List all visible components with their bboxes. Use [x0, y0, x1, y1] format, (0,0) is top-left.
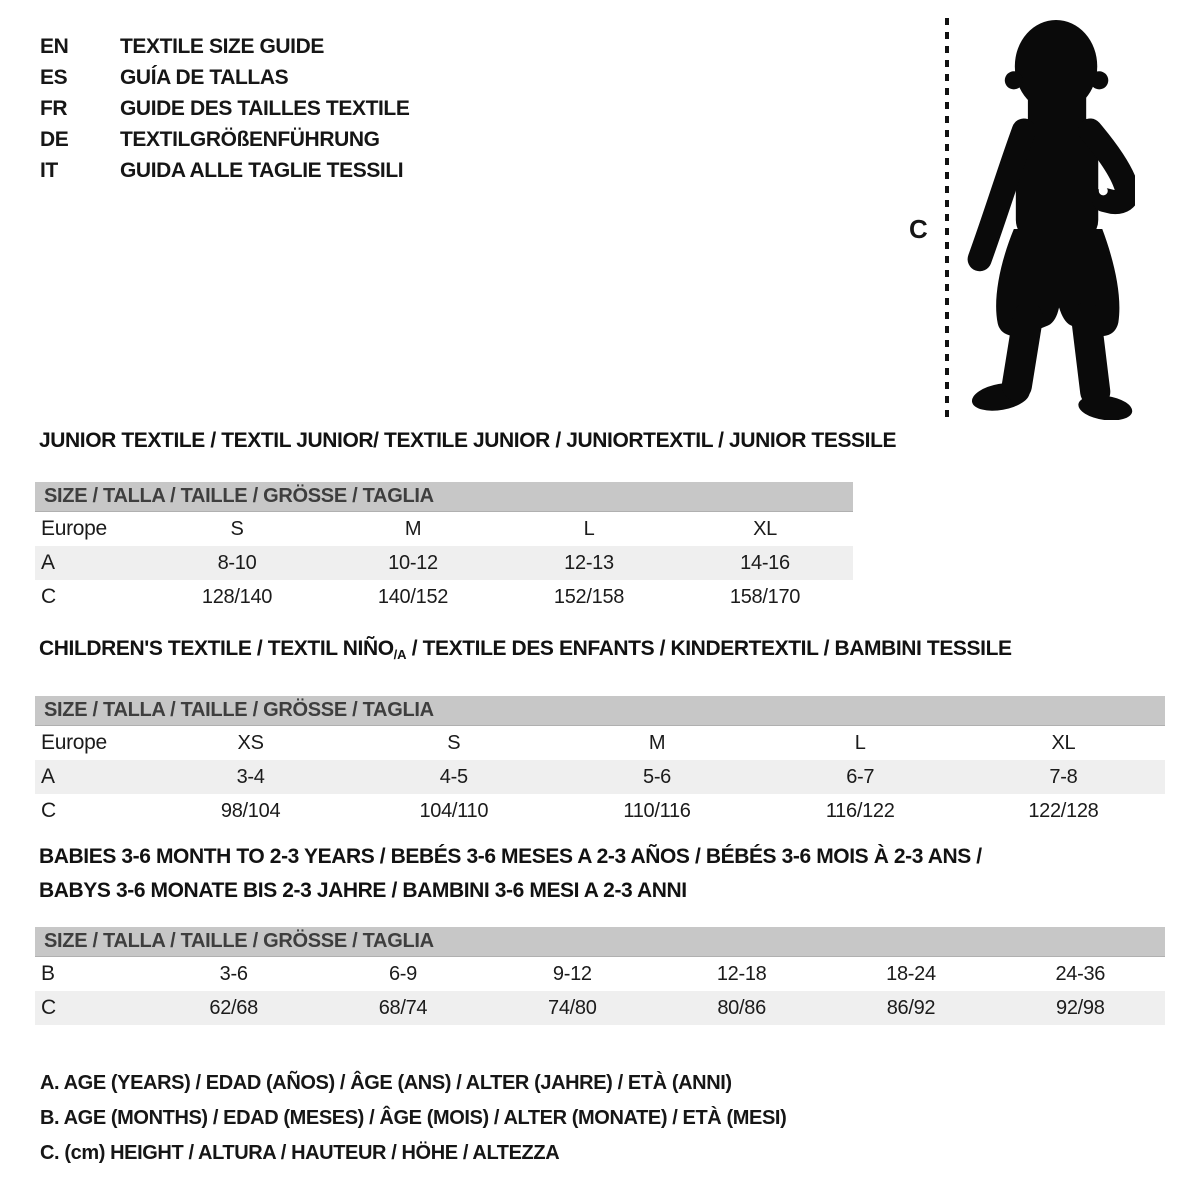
table-cell: XS — [237, 731, 264, 754]
table-row — [35, 726, 1165, 760]
language-code: DE — [40, 127, 69, 151]
guide-title-en: TEXTILE SIZE GUIDE — [120, 34, 324, 58]
language-row — [40, 93, 409, 124]
language-code: ES — [40, 65, 68, 89]
toddler-silhouette-icon — [963, 18, 1135, 420]
table-cell: M — [404, 517, 422, 540]
table-cell: 86/92 — [886, 996, 936, 1019]
section-babies-textile — [35, 840, 1165, 1025]
title-subscript: /A — [393, 647, 407, 662]
table-cell: XL — [753, 517, 777, 540]
row-label: B — [41, 962, 55, 985]
table-cell: 92/98 — [1056, 996, 1105, 1019]
title-part: CHILDREN'S TEXTILE / TEXTIL NIÑO — [39, 637, 394, 660]
height-measure-label: C — [909, 214, 928, 244]
babies-size-table — [35, 957, 1165, 1025]
table-cell: S — [447, 731, 461, 754]
table-cell: 68/74 — [378, 996, 428, 1019]
table-row — [35, 794, 1165, 828]
language-title-list — [40, 31, 409, 186]
table-cell: 74/80 — [548, 996, 597, 1019]
table-cell: 6-7 — [846, 765, 875, 788]
title-part: / TEXTILE DES ENFANTS / KINDERTEXTIL / BAMBINI TESSILE — [406, 637, 1012, 660]
table-cell: 122/128 — [1028, 799, 1099, 822]
guide-title-es: GUÍA DE TALLAS — [120, 65, 289, 89]
table-row — [35, 546, 853, 580]
guide-title-it: GUIDA ALLE TAGLIE TESSILI — [120, 158, 404, 182]
row-label: Europe — [41, 731, 107, 754]
table-cell: S — [230, 517, 244, 540]
table-row — [35, 512, 853, 546]
table-cell: 4-5 — [439, 765, 468, 788]
legend-line-b: B. AGE (MONTHS) / EDAD (MESES) / ÂGE (MOIS) / ALTER (MONATE) / ETÀ (MESI) — [40, 1107, 787, 1129]
table-cell: 18-24 — [886, 962, 936, 985]
table-cell: 110/116 — [623, 799, 691, 822]
guide-title-de: TEXTILGRÖßENFÜHRUNG — [120, 127, 380, 151]
table-row — [35, 957, 1165, 991]
table-row — [35, 760, 1165, 794]
size-header-label: SIZE / TALLA / TAILLE / GRÖSSE / TAGLIA — [44, 699, 434, 721]
row-label: Europe — [41, 517, 107, 540]
table-cell: 158/170 — [729, 585, 801, 608]
language-row — [40, 31, 409, 62]
height-measure-line — [943, 18, 951, 422]
size-header-bar — [35, 482, 853, 512]
table-row — [35, 580, 853, 614]
table-cell: 14-16 — [740, 551, 790, 574]
table-cell: L — [854, 731, 866, 754]
legend — [40, 1066, 786, 1171]
legend-line-c: C. (cm) HEIGHT / ALTURA / HAUTEUR / HÖHE / ALTEZZA — [40, 1142, 560, 1164]
language-row — [40, 155, 409, 186]
table-cell: 7-8 — [1049, 765, 1078, 788]
table-cell: 116/122 — [825, 799, 895, 822]
table-cell: 8-10 — [217, 551, 257, 574]
row-label: C — [41, 996, 56, 1019]
section-childrens-textile — [35, 637, 1165, 828]
table-cell: L — [583, 517, 595, 540]
height-figure — [893, 16, 1161, 428]
size-header-label: SIZE / TALLA / TAILLE / GRÖSSE / TAGLIA — [44, 930, 434, 952]
section-title-children — [39, 637, 1165, 667]
section-title-junior: JUNIOR TEXTILE / TEXTIL JUNIOR/ TEXTILE JUNIOR / JUNIORTEXTIL / JUNIOR TESSILE — [39, 429, 897, 452]
children-size-table — [35, 726, 1165, 828]
language-code: EN — [40, 34, 69, 58]
language-row — [40, 62, 409, 93]
table-cell: 62/68 — [209, 996, 258, 1019]
table-cell: 98/104 — [220, 799, 281, 822]
table-cell: 24-36 — [1055, 962, 1106, 985]
row-label: C — [41, 799, 56, 822]
size-header-label: SIZE / TALLA / TAILLE / GRÖSSE / TAGLIA — [44, 485, 434, 507]
junior-size-table — [35, 512, 853, 614]
table-cell: 12-18 — [716, 962, 767, 985]
table-cell: 10-12 — [388, 551, 438, 574]
table-cell: 3-4 — [236, 765, 265, 788]
guide-title-fr: GUIDE DES TAILLES TEXTILE — [120, 96, 410, 120]
section-title-babies-line1: BABIES 3-6 MONTH TO 2-3 YEARS / BEBÉS 3-6 MESES A 2-3 AÑOS / BÉBÉS 3-6 MOIS À 2-3 ANS / — [39, 845, 982, 868]
table-cell: 104/110 — [419, 799, 489, 822]
size-header-bar — [35, 927, 1165, 957]
table-cell: 6-9 — [388, 962, 417, 985]
table-cell: 12-13 — [564, 551, 614, 574]
table-cell: 5-6 — [643, 765, 672, 788]
table-cell: 9-12 — [552, 962, 592, 985]
language-row — [40, 124, 409, 155]
table-cell: XL — [1051, 731, 1076, 754]
row-label: C — [41, 585, 56, 608]
row-label: A — [41, 765, 55, 788]
table-cell: 80/86 — [717, 996, 766, 1019]
table-cell: 128/140 — [201, 585, 273, 608]
language-code: FR — [40, 96, 68, 120]
legend-line-a: A. AGE (YEARS) / EDAD (AÑOS) / ÂGE (ANS) / ALTER (JAHRE) / ETÀ (ANNI) — [40, 1072, 732, 1094]
row-label: A — [41, 551, 55, 574]
table-cell: 3-6 — [219, 962, 248, 985]
size-header-bar — [35, 696, 1165, 726]
language-code: IT — [40, 158, 58, 182]
section-title-babies-line2: BABYS 3-6 MONATE BIS 2-3 JAHRE / BAMBINI 3-6 MESI A 2-3 ANNI — [39, 879, 687, 902]
section-junior-textile — [35, 429, 897, 614]
table-row — [35, 991, 1165, 1025]
table-cell: M — [648, 731, 666, 754]
table-cell: 152/158 — [553, 585, 625, 608]
table-cell: 140/152 — [377, 585, 449, 608]
